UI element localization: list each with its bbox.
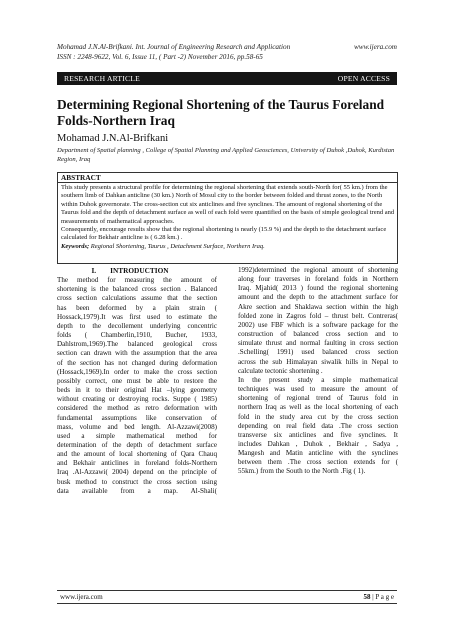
citation-text: Mohamad J.N.Al-Brifkani. Int. Journal of Engineering Research and Application bbox=[57, 43, 291, 51]
intro-right-text bbox=[238, 266, 398, 477]
text-line: between them .The cross section extends for ( bbox=[238, 458, 398, 467]
research-article-label: RESEARCH ARTICLE bbox=[64, 74, 140, 83]
keywords-label: Keywords; bbox=[61, 242, 90, 250]
abstract-box bbox=[57, 172, 398, 264]
keywords-text: Regional Shortening, Taurus , Detachment Surface, Northern Iraq. bbox=[90, 242, 265, 250]
text-line: possibly correct, one must be able to restore the bbox=[57, 376, 217, 385]
paper-title: Determining Regional Shortening of the Taurus Foreland Folds-Northern Iraq bbox=[57, 97, 385, 128]
text-line: busk method to construct the cross section using bbox=[57, 477, 217, 486]
text-line: cross section calculations assume that the section bbox=[57, 294, 217, 303]
text-line: transverse six anticlines and five synclines. It bbox=[238, 430, 398, 439]
text-line: In the present study a simple mathematical bbox=[238, 375, 398, 384]
issn-line: ISSN : 2248-9622, Vol. 6, Issue 11, ( Part -2) November 2016, pp.58-65 bbox=[57, 52, 263, 61]
text-line: calculate tectonic shortening . bbox=[238, 366, 323, 375]
text-line: techniques was used to measure the amount of bbox=[238, 385, 398, 394]
section-number: I. bbox=[91, 266, 97, 275]
footer-website[interactable]: www.ijera.com bbox=[60, 593, 103, 601]
text-line: simulate thrust and normal faulting in cross section bbox=[238, 339, 398, 348]
running-header bbox=[57, 43, 397, 62]
text-line: Hossack,1979).It was first used to estimate the bbox=[57, 312, 217, 321]
text-line: fundamental assumptions like conservation of bbox=[57, 413, 217, 422]
text-line: includes Dahkan , Duhok , Bekhair , Sadya , bbox=[238, 439, 398, 448]
text-line: 2002) use FBF which is a software package for the bbox=[238, 320, 398, 329]
author-affiliation: Department of Spatial planning , College of Spatial Planning and Applied Geosciences, University of Duhok ,Duhok, Kurdistan Region, Iraq bbox=[57, 147, 395, 163]
keywords-line bbox=[61, 243, 395, 251]
intro-column-right bbox=[238, 266, 398, 477]
text-line: Iraq .Al-Azzawi( 2004) depend on the principle of bbox=[57, 468, 217, 477]
text-line: determination of the depth of detachment surface bbox=[57, 440, 217, 449]
page-number-group bbox=[364, 593, 395, 601]
abstract-paragraph-2: Consequently, encourage results show that the regional shortening is nearly (15.9 %) and the depth to the detachment surface calculated for Bekhair anticline is ( 6.28 km.) . bbox=[61, 226, 387, 242]
text-line: fold in the study area cut by the cross section bbox=[238, 412, 398, 421]
text-line: along four traverses in foreland folds in Northern bbox=[238, 275, 398, 284]
section-title: INTRODUCTION bbox=[110, 266, 169, 275]
text-line: depth to the decollement underlying concentric bbox=[57, 321, 217, 330]
text-line: used a simple mathematical method for bbox=[57, 431, 217, 440]
page-label: | P a g e bbox=[372, 593, 394, 601]
text-line: The method for measuring the amount of bbox=[57, 276, 217, 285]
intro-column-left bbox=[57, 266, 217, 496]
text-line: without creating or destroying rocks. Suppe ( 1985) bbox=[57, 395, 217, 404]
text-line: folds ( Chamberlin,1910, Bucher, 1933, bbox=[57, 331, 217, 340]
text-line: (Hossack,1969).In order to make the cross section bbox=[57, 367, 217, 376]
text-line: considered the method as retro deformation with bbox=[57, 404, 217, 413]
journal-website[interactable]: www.ijera.com bbox=[354, 43, 397, 51]
text-line: across the sub Himalayan siwalik hills in Nepal to bbox=[238, 357, 398, 366]
abstract-heading: ABSTRACT bbox=[58, 173, 397, 183]
text-line: and Bekhair anticlines in foreland folds-Northern bbox=[57, 459, 217, 468]
text-line: construction of balanced cross section and to bbox=[238, 330, 398, 339]
page-footer bbox=[57, 590, 397, 604]
page-number: 58 bbox=[363, 593, 371, 601]
text-line: northern Iraq as well as the local shortening of each bbox=[238, 403, 398, 412]
text-line: beds in it to their original Hat –lying geometry bbox=[57, 386, 217, 395]
intro-left-text bbox=[57, 276, 217, 496]
text-line: section can drawn with the assumption that the area bbox=[57, 349, 217, 358]
text-line: data available from a map. Al-Shali( bbox=[57, 486, 217, 495]
text-line: 1992)determined the regional amount of shortening bbox=[238, 266, 398, 274]
text-line: Dahlstrom,1969).The balanced geological cross bbox=[57, 340, 217, 349]
text-line: of the section has not changed during deformation bbox=[57, 358, 217, 367]
text-line: shortening of regional trend of Taurus fold in bbox=[238, 394, 398, 403]
abstract-paragraph-1: This study presents a structural profile for determining the regional shortening that extends south-North for( 55 km.) from the southern limb of Dahkan anticline (30 km.) North of Mosul city to the border between folded and thrust zones, to the North within Duhok governorate. The cross-section cut six anticlines and five synclines. The amount of regional shortening of the Taurus fold and the depth of detachment surface as well of each fold were quantified on the basis of simple geological trend and measurements of mathematical approaches. bbox=[61, 184, 395, 225]
text-line: Akre section and Shaklawa section within the high bbox=[238, 302, 398, 311]
author-name: Mohamad J.N.Al-Brifkani bbox=[57, 133, 169, 144]
text-line: folded zone in Zagros fold – thrust belt. Contreras( bbox=[238, 311, 398, 320]
text-line: amount and the depth to the attachment surface for bbox=[238, 293, 398, 302]
open-access-label: OPEN ACCESS bbox=[337, 74, 390, 83]
text-line: mass, volume and bed length. Al-Azzawi(2008) bbox=[57, 422, 217, 431]
abstract-body bbox=[61, 184, 395, 251]
text-line: has been deformed by a plain strain ( bbox=[57, 303, 217, 312]
text-line: depending on real field data .The cross section bbox=[238, 421, 398, 430]
text-line: Iraq. Mjahid( 2013 ) found the regional shortening bbox=[238, 284, 398, 293]
article-type-band bbox=[57, 72, 397, 85]
text-line: Mangesh and Matin anticline with the synclines bbox=[238, 449, 398, 458]
text-line: shortening is the balanced cross section . Balanced bbox=[57, 285, 217, 294]
text-line: and the amount of local shortening of Qara Chauq bbox=[57, 450, 217, 459]
text-line: 55km.) from the South to the North .Fig ( 1). bbox=[238, 467, 366, 476]
section-heading bbox=[57, 266, 217, 275]
text-line: .Schelling( 1991) used balanced cross section bbox=[238, 348, 398, 357]
